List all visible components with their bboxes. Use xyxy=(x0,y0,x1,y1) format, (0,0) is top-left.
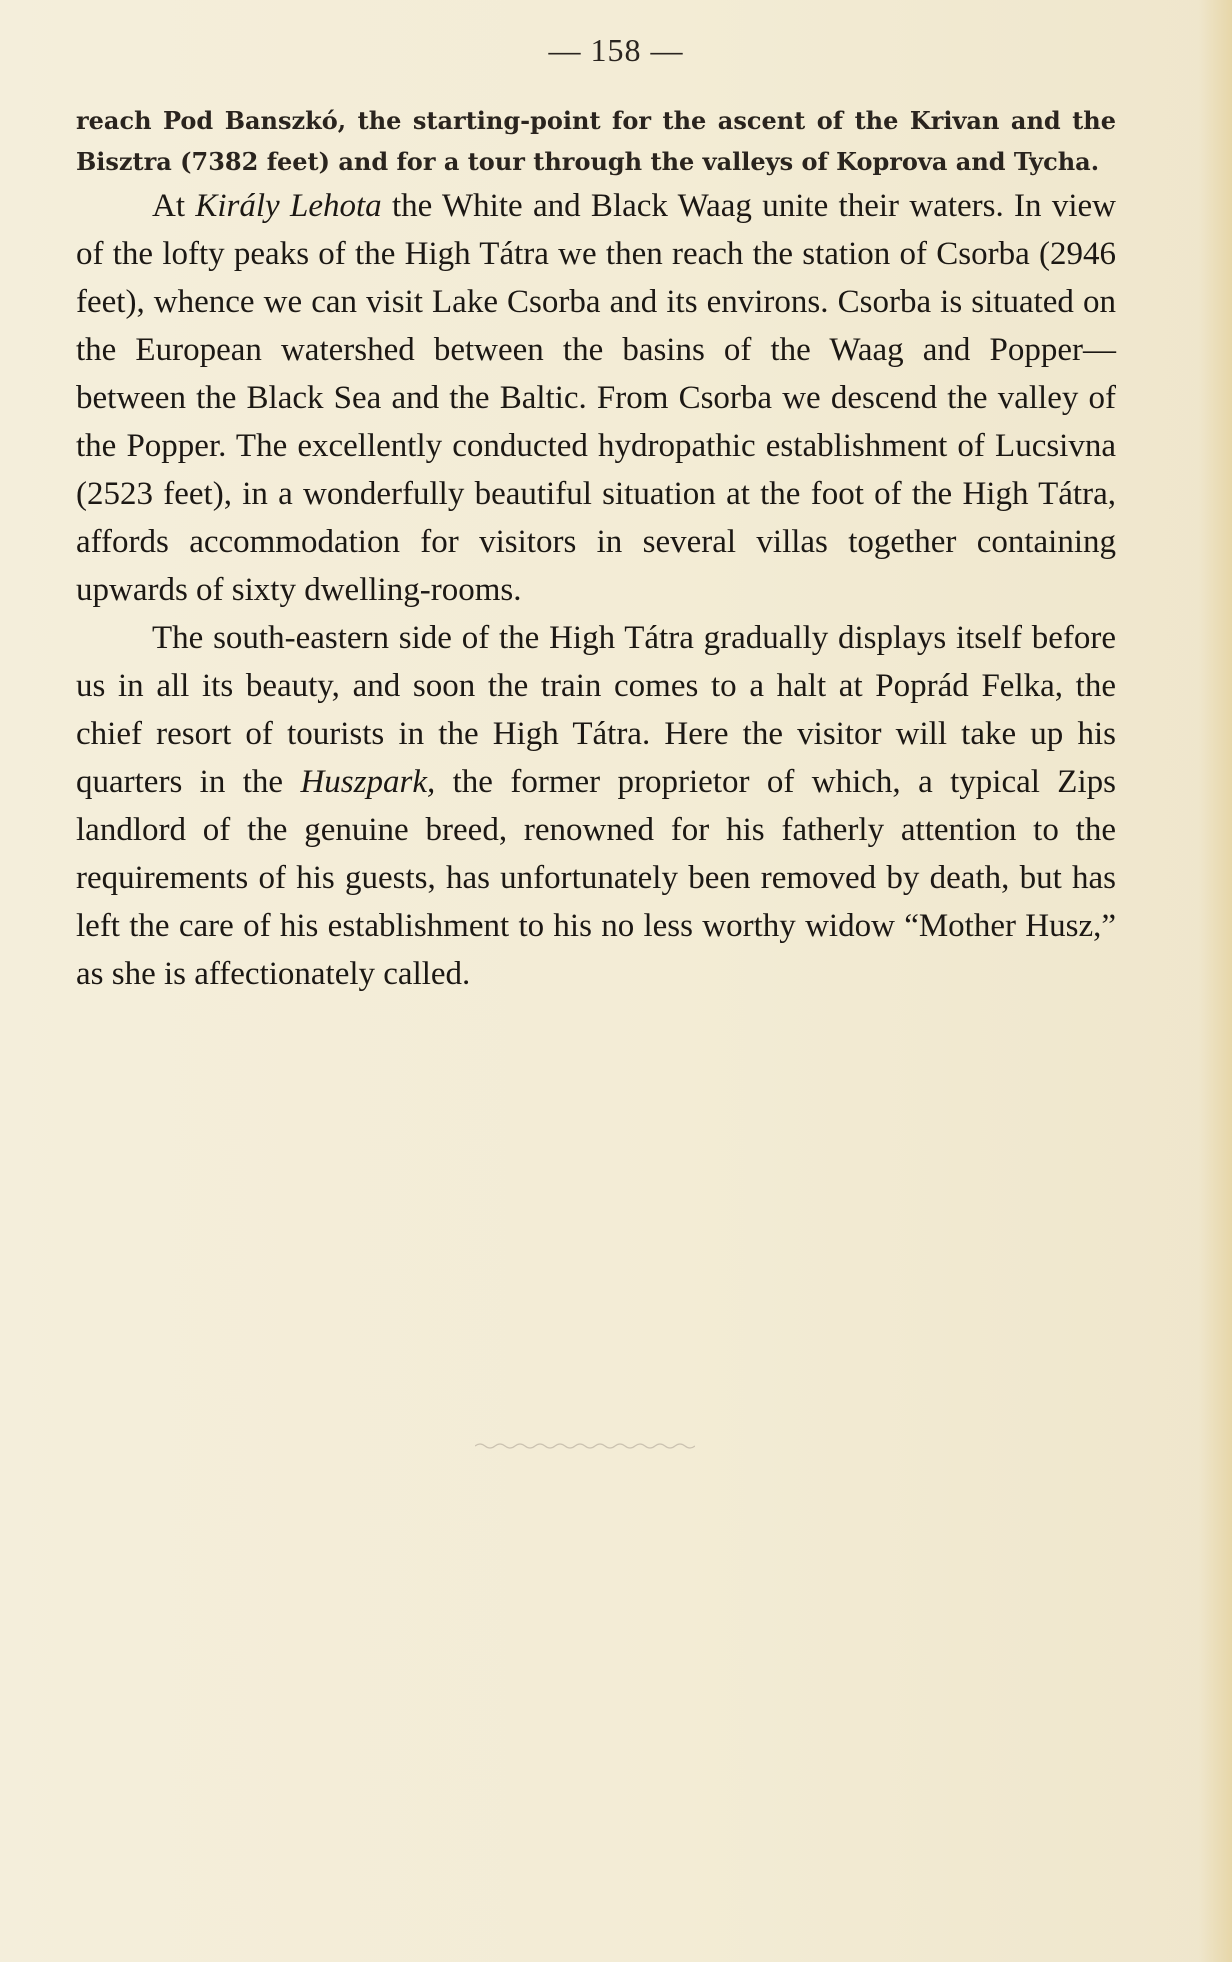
place-name-italic: Király Lehota xyxy=(195,188,382,224)
paragraph-text: the former proprietor of which, a typical Zips landlord of the genuine breed, renowned for his fatherly attention to the requirements of his guests, has unfortunately been removed by death, but has left the care of his establishment to his no less worthy widow “Mother Husz,” as she is affectionately called. xyxy=(76,764,1116,992)
paragraph-text: the White and Black Waag unite their waters. In view of the lofty peaks of the High Tátra we then reach the station of Csorba (2946 feet), whence we can visit Lake Csorba and its environs. Csorba is situated on the European watershed between the basins of the Waag and Popper—between the Black Sea and the Baltic. From Csorba we descend the valley of the Popper. The excellently conducted hydropathic establishment of Lucsivna (2523 feet), in a wonderfully beautiful situation at the foot of the High Tátra, affords accommodation for visitors in several villas together containing upwards of sixty dwelling-rooms. xyxy=(76,188,1116,608)
paragraph-continuation: reach Pod Banszkó, the starting-point for the ascent of the Krivan and the Bisztra (7382 feet) and for a tour through the valleys of Koprova and Tycha. xyxy=(76,106,1116,176)
paragraph-high-tatra xyxy=(76,614,1116,998)
paragraph-text: At xyxy=(152,188,196,224)
page-edge-shadow xyxy=(1198,0,1232,1962)
place-name-italic: Huszpark, xyxy=(300,764,436,800)
decorative-rule xyxy=(475,1441,695,1451)
main-text xyxy=(76,100,1116,998)
paragraph-text: The south-eastern side of the High Tátra gradually displays itself before us in all its beauty, and soon the train comes to a halt at Poprád Felka, the chief resort of tourists in the High Tátra. Here the visitor will take up his quarters in the xyxy=(76,620,1116,800)
paragraph-kiraly-lehota xyxy=(76,182,1116,614)
page-number: — 158 — xyxy=(548,32,684,68)
wavy-line-icon xyxy=(475,1441,695,1451)
